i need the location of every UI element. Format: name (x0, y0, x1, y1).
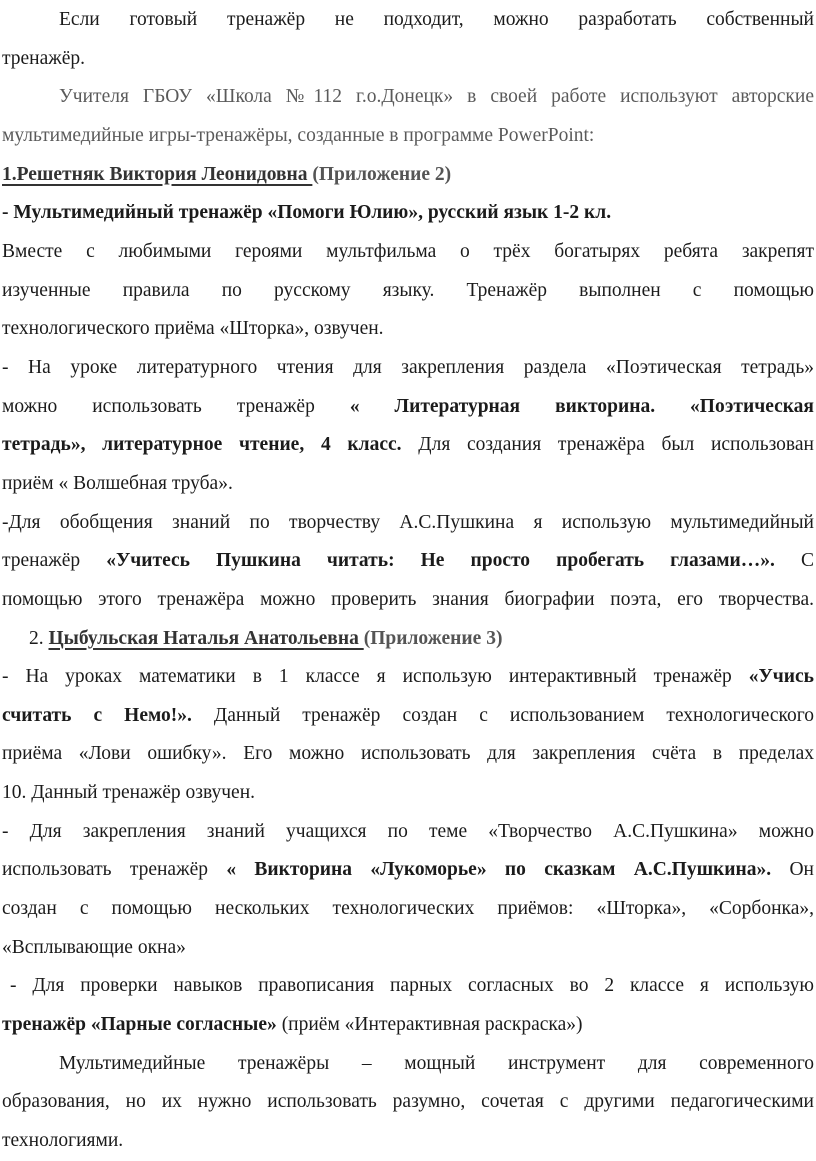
text-line (2, 349, 814, 388)
text-run: технологического приёма «Шторка», озвучен. (2, 318, 384, 340)
text-line (2, 156, 814, 195)
text-run: (Приложение 2) (312, 163, 452, 185)
text-line (2, 542, 814, 581)
text-run: Мультимедийные тренажёры – мощный инструмент для современного (59, 1052, 814, 1074)
text-run: тренажёр «Парные согласные» (2, 1014, 277, 1036)
text-line (2, 1122, 814, 1161)
text-run: помощью этого тренажёра можно проверить знания биографии поэта, его творчества. (2, 588, 814, 610)
text-line (2, 388, 814, 427)
text-line (2, 78, 814, 117)
text-run: можно использовать тренажёр (2, 395, 350, 417)
text-line (2, 929, 814, 968)
text-run: Если готовый тренажёр не подходит, можно разработать собственный (59, 9, 814, 30)
text-line (2, 813, 814, 852)
text-line (2, 504, 814, 543)
para-pushkin-trainer (2, 504, 814, 620)
text-line (2, 233, 814, 272)
para-trainer-pomogi-yuliyu (2, 194, 814, 233)
text-run: 2. (29, 627, 49, 649)
text-line (2, 1045, 814, 1084)
text-line (2, 851, 814, 890)
text-run: Вместе с любимыми героями мультфильма о трёх богатырях ребята закрепят (2, 240, 814, 262)
para-bogatyri-description (2, 233, 814, 349)
para-nemo-trainer (2, 658, 814, 813)
heading-tsybulskaya (2, 620, 814, 659)
para-conclusion (2, 1045, 814, 1161)
text-line (2, 774, 814, 813)
text-line (2, 272, 814, 311)
para-teachers-school-112 (2, 78, 814, 155)
text-run: использовать тренажёр (2, 859, 227, 881)
text-run: «Учись (748, 666, 814, 688)
text-line (2, 890, 814, 929)
text-line (2, 581, 814, 620)
text-line (2, 310, 814, 349)
text-run: технологиями. (2, 1130, 124, 1152)
text-line (2, 1006, 814, 1045)
person-name: Цыбульская Наталья Анатольевна (48, 627, 364, 649)
text-line (2, 697, 814, 736)
text-line (2, 967, 814, 1006)
text-line (2, 1083, 814, 1122)
text-line (2, 658, 814, 697)
text-run: Для создания тренажёра был использован (401, 434, 814, 456)
text-line (2, 426, 814, 465)
text-run: тренажёр (2, 550, 107, 572)
text-run: - Для проверки навыков правописания парных согласных во 2 классе я использую (10, 975, 814, 997)
para-literary-quiz (2, 349, 814, 504)
text-run: мультимедийные игры-тренажёры, созданные в программе PowerPoint: (2, 124, 595, 146)
text-run: считать с Немо!». (2, 704, 192, 726)
text-run: - На уроке литературного чтения для закрепления раздела «Поэтическая тетрадь» (2, 356, 814, 378)
text-run: - Мультимедийный тренажёр «Помоги Юлию», русский язык 1-2 кл. (2, 202, 612, 224)
text-run: - На уроках математики в 1 классе я использую интерактивный тренажёр (2, 666, 749, 688)
text-run: « Викторина «Лукоморье» по сказкам А.С.Пушкина». (226, 859, 772, 881)
para-parnye-soglasnye (2, 967, 814, 1044)
text-run: приём « Волшебная труба». (2, 472, 233, 494)
text-line (2, 40, 814, 79)
heading-reshetnyak (2, 156, 814, 195)
text-run: приёма «Лови ошибку». Его можно использовать для закрепления счёта в пределах (2, 743, 814, 765)
text-run: тетрадь», литературное чтение, 4 класс. (2, 434, 402, 456)
text-line (2, 117, 814, 156)
text-line (2, 194, 814, 233)
text-run: С (774, 550, 815, 572)
text-run: тренажёр. (2, 47, 86, 69)
text-run: «Учитесь Пушкина читать: Не просто пробегать глазами…». (106, 550, 775, 572)
text-run: Данный тренажёр создан с использованием технологического (191, 704, 814, 726)
text-line (2, 735, 814, 774)
text-line (2, 620, 814, 659)
text-line (2, 465, 814, 504)
para-intro (2, 1, 814, 78)
person-name: 1.Решетняк Виктория Леонидовна (2, 163, 313, 185)
para-lukomorye-quiz (2, 813, 814, 968)
text-run: «Всплывающие окна» (2, 936, 186, 958)
text-run: -Для обобщения знаний по творчеству А.С.Пушкина я использую мультимедийный (2, 511, 814, 533)
text-run: 10. Данный тренажёр озвучен. (2, 782, 256, 804)
text-run: создан с помощью нескольких технологических приёмов: «Шторка», «Сорбонка», (2, 898, 814, 920)
text-line (2, 1, 814, 40)
text-run: (приём «Интерактивная раскраска») (276, 1014, 583, 1036)
text-run: (Приложение 3) (363, 627, 503, 649)
text-run: Он (771, 859, 814, 881)
text-run: образования, но их нужно использовать разумно, сочетая с другими педагогическими (2, 1091, 814, 1113)
text-run: « Литературная викторина. «Поэтическая (349, 395, 814, 417)
text-run: - Для закрепления знаний учащихся по теме «Творчество А.С.Пушкина» можно (2, 820, 814, 842)
text-run: Учителя ГБОУ «Школа №112 г.о.Донецк» в своей работе используют авторские (59, 86, 814, 108)
text-run: изученные правила по русскому языку. Тренажёр выполнен с помощью (2, 279, 814, 301)
